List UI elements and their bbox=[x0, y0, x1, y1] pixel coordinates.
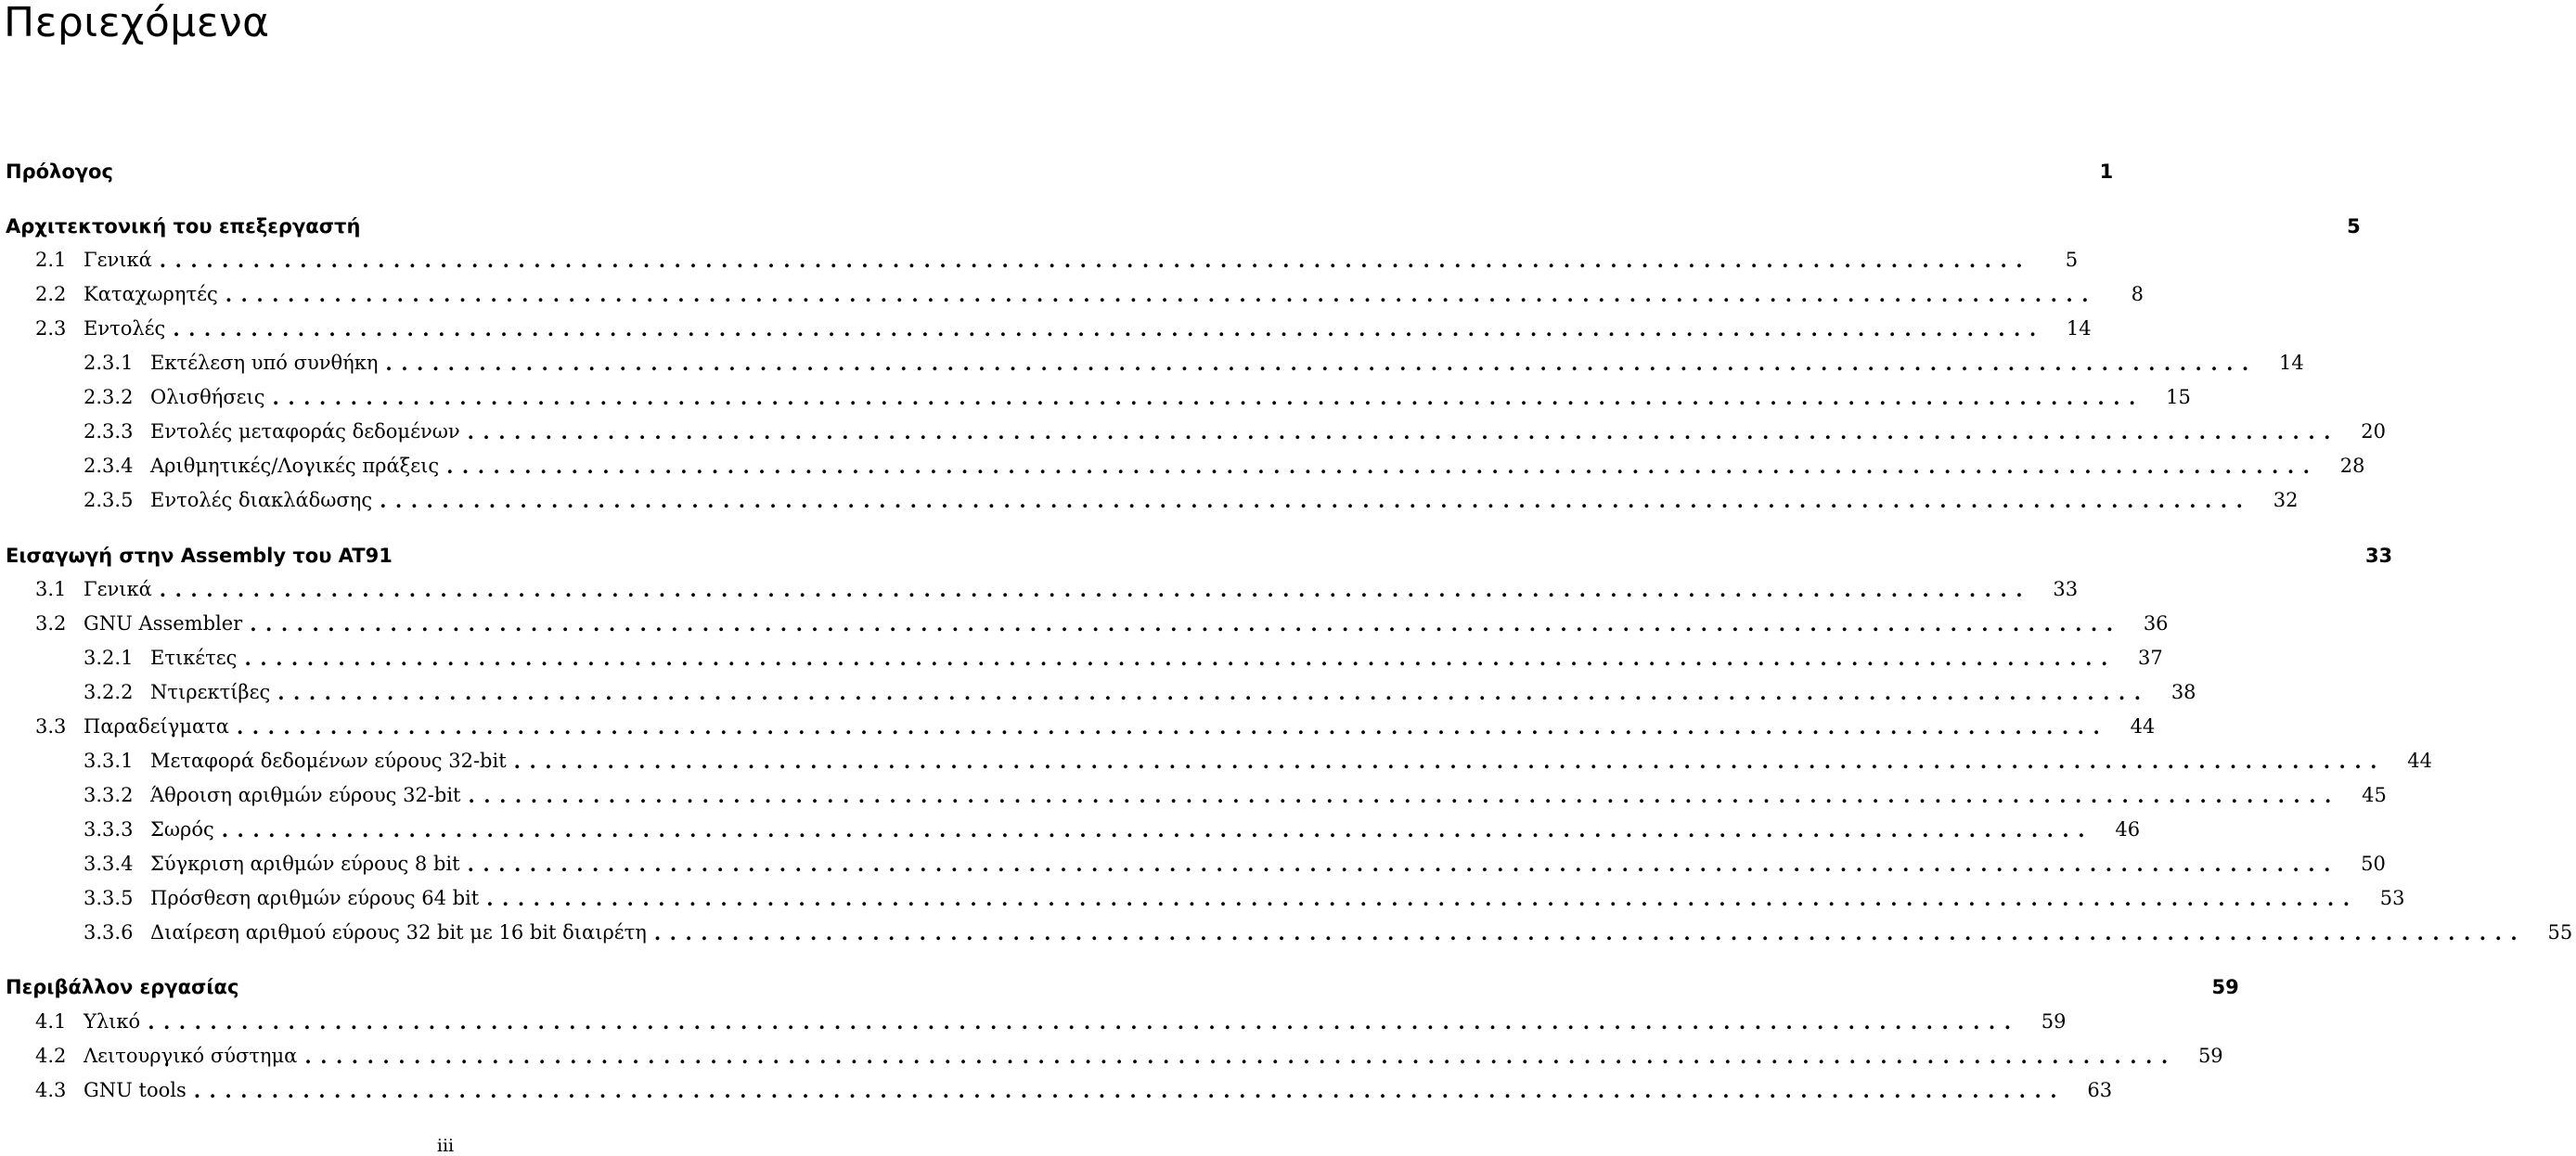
toc-chapter-entry[interactable] bbox=[0, 542, 2393, 570]
toc-entry-title: Καταχωρητές bbox=[84, 283, 218, 305]
toc-entry-page: 36 bbox=[2143, 612, 2169, 635]
toc-section-entry[interactable] bbox=[0, 1008, 2067, 1035]
toc-entry-page: 59 bbox=[2197, 1045, 2223, 1067]
toc-entry-title: Υλικό bbox=[84, 1010, 141, 1033]
toc-entry-title: Περιβάλλον εργασίας bbox=[6, 976, 239, 998]
toc-entry-page: 38 bbox=[2170, 681, 2196, 703]
toc-dot-leader: ........................................................................................................................ bbox=[221, 817, 2094, 841]
toc-section-entry[interactable] bbox=[0, 349, 2304, 377]
toc-entry-title: Αρχιτεκτονική του επεξεργαστή bbox=[6, 215, 361, 238]
toc-dot-leader: ........................................................................................................................ bbox=[236, 714, 2109, 739]
toc-section-entry[interactable] bbox=[0, 850, 2386, 878]
toc-entry-title: Άθροιση αριθμών εύρους 32-bit bbox=[150, 784, 461, 806]
toc-entry-page: 59 bbox=[2041, 1010, 2067, 1033]
toc-entry-title: Πρόσθεση αριθμών εύρους 64 bit bbox=[150, 887, 480, 909]
toc-entry-page: 53 bbox=[2379, 887, 2405, 909]
toc-entry-number: 3.3.6 bbox=[84, 921, 134, 944]
toc-section-entry[interactable] bbox=[0, 610, 2169, 637]
toc-chapter-entry[interactable] bbox=[0, 212, 2361, 240]
toc-entry-page: 44 bbox=[2407, 750, 2432, 772]
toc-entry-number: 2.3.5 bbox=[84, 489, 134, 511]
toc-entry-page: 1 bbox=[2099, 161, 2114, 183]
toc-entry-page: 44 bbox=[2130, 715, 2156, 738]
toc-dot-leader: ........................................................................................................................ bbox=[159, 248, 2032, 272]
toc-entry-number: 2.3 bbox=[35, 317, 67, 340]
toc-section-entry[interactable] bbox=[0, 918, 2573, 946]
toc-entry-title: Σύγκριση αριθμών εύρους 8 bit bbox=[150, 853, 460, 875]
page-number: iii bbox=[436, 1136, 455, 1156]
toc-section-entry[interactable] bbox=[0, 1042, 2223, 1070]
toc-section-entry[interactable] bbox=[0, 315, 2092, 342]
toc-section-entry[interactable] bbox=[0, 644, 2163, 672]
toc-entry-title: Εκτέλεση υπό συνθήκη bbox=[150, 352, 379, 374]
toc-dot-leader: ........................................................................................................................ bbox=[446, 454, 2319, 478]
toc-entry-title: Παραδείγματα bbox=[84, 715, 229, 738]
toc-entry-number: 3.3.1 bbox=[84, 750, 134, 772]
toc-entry-number: 2.3.2 bbox=[84, 386, 134, 408]
toc-entry-title: Ντιρεκτίβες bbox=[150, 681, 271, 703]
toc-entry-page: 8 bbox=[2131, 283, 2145, 305]
toc-entry-title: Σωρός bbox=[150, 818, 214, 841]
toc-entry-number: 4.2 bbox=[35, 1045, 67, 1067]
toc-entry-number: 2.3.1 bbox=[84, 352, 134, 374]
toc-section-entry[interactable] bbox=[0, 1076, 2113, 1104]
toc-dot-leader: ........................................................................................................................ bbox=[467, 419, 2339, 443]
toc-entry-page: 59 bbox=[2211, 976, 2239, 998]
toc-section-entry[interactable] bbox=[0, 383, 2191, 411]
toc-entry-page: 32 bbox=[2273, 489, 2299, 511]
toc-section-entry[interactable] bbox=[0, 678, 2196, 706]
toc-entry-title: Πρόλογος bbox=[6, 161, 113, 183]
toc-chapter-entry[interactable] bbox=[0, 158, 2114, 186]
toc-entry-number: 2.1 bbox=[35, 249, 67, 271]
toc-entry-page: 33 bbox=[2053, 578, 2079, 600]
toc-section-entry[interactable] bbox=[0, 713, 2156, 740]
toc-dot-leader: ........................................................................................................................ bbox=[244, 646, 2117, 670]
toc-entry-title: Ολισθήσεις bbox=[150, 386, 265, 408]
toc-entry-page: 14 bbox=[2066, 317, 2092, 340]
toc-entry-page: 5 bbox=[2065, 249, 2079, 271]
toc-section-entry[interactable] bbox=[0, 280, 2145, 308]
toc-dot-leader: ........................................................................................................................ bbox=[193, 1078, 2067, 1102]
toc-dot-leader: ........................................................................................................................ bbox=[148, 1009, 2020, 1034]
toc-section-entry[interactable] bbox=[0, 884, 2405, 912]
toc-entry-title: Μεταφορά δεδομένων εύρους 32-bit bbox=[150, 750, 507, 772]
toc-entry-page: 63 bbox=[2087, 1079, 2113, 1101]
toc-entry-number: 3.2.1 bbox=[84, 647, 134, 669]
toc-section-entry[interactable] bbox=[0, 486, 2299, 514]
toc-dot-leader: ........................................................................................................................ bbox=[385, 351, 2258, 375]
toc-dot-leader: ........................................................................................................................ bbox=[272, 385, 2145, 409]
toc-entry-title: Εντολές μεταφοράς δεδομένων bbox=[150, 420, 460, 443]
toc-section-entry[interactable] bbox=[0, 452, 2365, 480]
toc-entry-page: 5 bbox=[2347, 215, 2361, 238]
toc-section-entry[interactable] bbox=[0, 246, 2079, 274]
toc-entry-title: Γενικά bbox=[84, 249, 152, 271]
toc-entry-number: 3.3.2 bbox=[84, 784, 134, 806]
toc-entry-page: 37 bbox=[2138, 647, 2163, 669]
toc-entry-number: 2.3.4 bbox=[84, 455, 134, 477]
toc-entry-page: 55 bbox=[2547, 921, 2573, 944]
toc-entry-title: Λειτουργικό σύστημα bbox=[84, 1045, 298, 1067]
toc-dot-leader: ........................................................................................................................ bbox=[277, 680, 2150, 704]
toc-entry-title: Αριθμητικές/Λογικές πράξεις bbox=[150, 455, 440, 477]
toc-entry-page: 45 bbox=[2362, 784, 2387, 806]
toc-entry-title: Εντολές διακλάδωσης bbox=[150, 489, 373, 511]
toc-entry-title: Εντολές bbox=[84, 317, 166, 340]
toc-dot-leader: ........................................................................................................................ bbox=[467, 852, 2339, 876]
page-title: Περιεχόμενα bbox=[4, 0, 270, 46]
toc-dot-leader: ........................................................................................................................ bbox=[468, 783, 2340, 807]
toc-dot-leader: ........................................................................................................................ bbox=[159, 577, 2032, 601]
toc-entry-number: 3.3.5 bbox=[84, 887, 134, 909]
toc-entry-number: 3.2.2 bbox=[84, 681, 134, 703]
toc-entry-title: Ετικέτες bbox=[150, 647, 238, 669]
toc-entry-number: 3.3.4 bbox=[84, 853, 134, 875]
toc-entry-page: 50 bbox=[2361, 853, 2386, 875]
toc-entry-page: 33 bbox=[2364, 545, 2393, 567]
toc-entry-number: 3.1 bbox=[35, 578, 67, 600]
toc-section-entry[interactable] bbox=[0, 781, 2387, 809]
toc-section-entry[interactable] bbox=[0, 575, 2079, 603]
toc-entry-number: 3.2 bbox=[35, 612, 67, 635]
toc-entry-page: 20 bbox=[2361, 420, 2386, 443]
toc-entry-number: 2.2 bbox=[35, 283, 67, 305]
toc-entry-number: 3.3.3 bbox=[84, 818, 134, 841]
toc-dot-leader: ........................................................................................................................ bbox=[380, 488, 2252, 512]
toc-dot-leader: ........................................................................................................................ bbox=[173, 316, 2045, 340]
toc-section-entry[interactable] bbox=[0, 417, 2386, 445]
toc-dot-leader: ........................................................................................................................ bbox=[653, 920, 2527, 944]
toc-dot-leader: ........................................................................................................................ bbox=[225, 282, 2098, 306]
toc-entry-title: Εισαγωγή στην Assembly του AT91 bbox=[6, 545, 393, 567]
toc-entry-page: 28 bbox=[2339, 455, 2365, 477]
toc-entry-title: Γενικά bbox=[84, 578, 152, 600]
toc-entry-page: 14 bbox=[2279, 352, 2304, 374]
toc-entry-number: 4.3 bbox=[35, 1079, 67, 1101]
toc-dot-leader: ........................................................................................................................ bbox=[304, 1044, 2177, 1068]
toc-entry-title: GNU tools bbox=[84, 1079, 187, 1101]
toc-entry-title: GNU Assembler bbox=[84, 612, 243, 635]
toc-section-entry[interactable] bbox=[0, 747, 2432, 775]
toc-chapter-entry[interactable] bbox=[0, 973, 2239, 1001]
toc-entry-number: 2.3.3 bbox=[84, 420, 134, 443]
toc-entry-page: 15 bbox=[2166, 386, 2191, 408]
toc-dot-leader: ........................................................................................................................ bbox=[250, 611, 2122, 636]
toc-dot-leader: ........................................................................................................................ bbox=[513, 749, 2386, 773]
toc-section-entry[interactable] bbox=[0, 816, 2141, 843]
toc-entry-number: 3.3 bbox=[35, 715, 67, 738]
toc-dot-leader: ........................................................................................................................ bbox=[486, 886, 2359, 910]
toc-entry-title: Διαίρεση αριθμού εύρους 32 bit με 16 bit διαιρέτη bbox=[150, 921, 647, 944]
toc-entry-number: 4.1 bbox=[35, 1010, 67, 1033]
toc-entry-page: 46 bbox=[2115, 818, 2141, 841]
